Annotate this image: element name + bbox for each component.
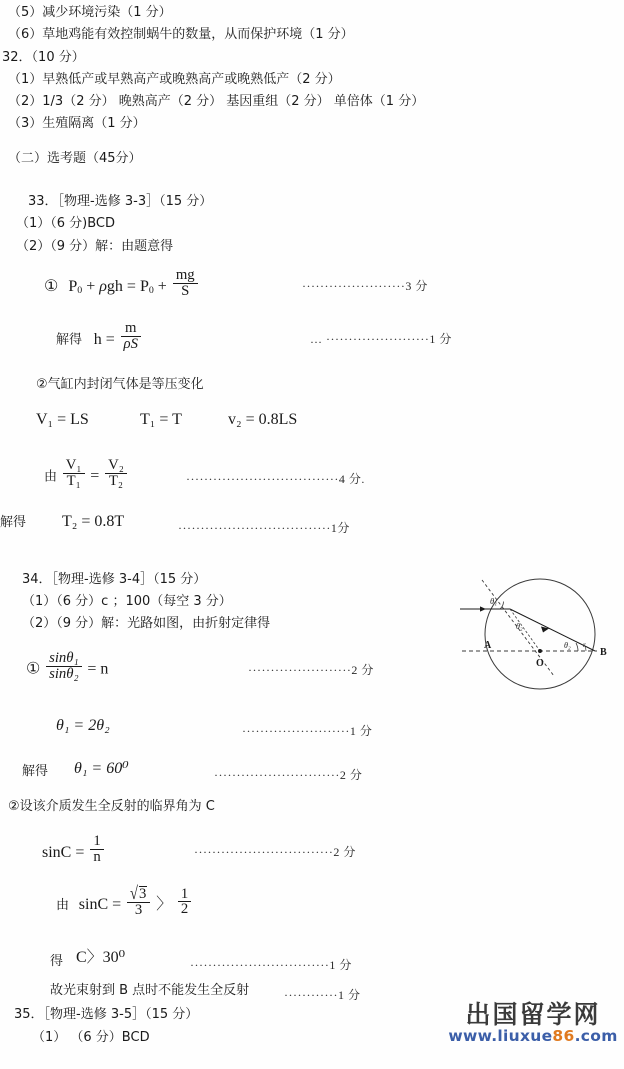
q34-conclusion: 故光束射到 B 点时不能发生全反射: [50, 983, 250, 998]
q33-eq2-leader-extra: …: [310, 332, 323, 346]
q34-eq5: [56, 883, 193, 921]
q32-item-3: （3）生殖隔离（1 分）: [8, 116, 146, 131]
theta2-label: θ₂: [564, 641, 571, 650]
q34-heading: 34．［物理-选修 3-4］（15 分）: [22, 572, 207, 587]
q34-eq5-fraction-right: [178, 887, 191, 917]
q33-eq4-leader: ··································1分: [178, 521, 350, 535]
theta1-label: θ₁: [490, 596, 498, 606]
q34-eq2-leader: ························1 分: [242, 724, 373, 738]
q34-eq5-den2: 2: [178, 901, 191, 917]
section-header-elective: （二）选考题（45分）: [8, 151, 142, 166]
q34-eq1-denominator: sinθ₂: [46, 666, 82, 682]
theta2-label-inner: θ₂: [516, 622, 523, 631]
q33-eq3-fraction-right: [105, 458, 127, 488]
q34-eq1-leader: ·······················2 分: [248, 663, 374, 677]
watermark-url-part3: .com: [574, 1027, 618, 1046]
q33-eq1-leader: ·······················3 分: [302, 279, 428, 293]
incident-ray-arrow: [480, 606, 486, 611]
center-point-dot: [538, 649, 542, 653]
q34-eq3-leader: ····························2 分: [214, 768, 363, 782]
q34-eq4: [42, 833, 106, 868]
q33-eq2-denominator: ρS: [121, 336, 141, 352]
watermark-url-part2: 86: [552, 1027, 575, 1046]
q34-eq1-marker: ①: [26, 660, 41, 678]
q33-eq3-den2: T₂: [105, 473, 127, 489]
q32-item-2: （2）1/3（2 分） 晚熟高产（2 分） 基因重组（2 分） 单倍体（1 分）: [8, 94, 425, 109]
q33-eq3-num2: V₂: [108, 457, 124, 473]
medium-circle: [485, 579, 595, 689]
q33-value-v1: V₁ = LS: [36, 411, 89, 428]
q33-eq3-equals: =: [90, 467, 100, 485]
q33-eq1-numerator: mg: [175, 267, 195, 283]
q34-eq5-fraction-left: [127, 883, 150, 918]
q34-eq1-score: 2 分: [351, 663, 374, 677]
center-o-label: O: [536, 658, 544, 669]
q34-conclusion-leader: ············1 分: [284, 988, 361, 1002]
watermark-url: [444, 1028, 622, 1045]
q33-eq1-marker: ①: [44, 277, 59, 295]
q33-eq2-leader: … ·······················1 分: [310, 332, 452, 346]
q33-value-t1: T₁ = T: [140, 411, 182, 428]
q33-eq2: 解得 h = $\frac{m}{\rho S}$: [56, 325, 143, 355]
q34-eq2-score: 1 分: [349, 724, 373, 738]
watermark-url-part1: www.liuxue: [448, 1027, 553, 1046]
q31-item-5: （5）减少环境污染（1 分）: [8, 5, 172, 20]
q34-eq6-score: 1 分: [329, 958, 352, 972]
q33-step2-note: ②气缸内封闭气体是等压变化: [36, 377, 204, 392]
q34-part1: （1）（6 分）c ；100（每空 3 分）: [22, 594, 232, 609]
q33-eq1-score: 3 分: [405, 279, 428, 293]
q34-eq3-body: θ₁ = 60⁰: [74, 760, 129, 777]
q33-eq1-fraction: [173, 268, 198, 298]
q33-part2: （2）（9 分）解：由题意得: [16, 239, 174, 254]
q33-eq4-score: 1分: [330, 521, 350, 535]
q34-eq6-leader: ·······························1 分: [190, 958, 352, 972]
q34-eq5-den1: 3: [127, 902, 150, 918]
watermark: [444, 1002, 622, 1066]
q34-part2: （2）（9 分）解：光路如图，由折射定律得: [22, 616, 271, 631]
q34-eq6-body: C〉30⁰: [76, 949, 126, 966]
q33-eq2-numerator: m: [125, 320, 137, 336]
q31-item-6: （6）草地鸡能有效控制蜗牛的数量，从而保护环境（1 分）: [8, 27, 354, 42]
q34-eq5-radicand: 3: [138, 886, 147, 902]
q34-eq1-numerator: sinθ₁: [49, 650, 79, 666]
q33-eq2-fraction: [121, 321, 141, 351]
q32-heading: 32．（10 分）: [2, 50, 85, 65]
q34-eq5-prefix: 由: [56, 898, 70, 914]
q33-heading: 33．［物理-选修 3-3］（15 分）: [28, 194, 213, 209]
q33-eq1: ① $P_0 + \rho gh = P_0$ + $\frac{mg}{S}$: [44, 272, 200, 302]
watermark-site-name: 出国留学网: [465, 1000, 601, 1029]
q34-eq4-denominator: n: [90, 849, 103, 865]
q33-eq3-den1: T₁: [63, 473, 85, 489]
q33-eq3-score: 4 分.: [338, 472, 365, 486]
q34-eq4-score: 2 分: [333, 845, 356, 859]
q34-conclusion-score: 1 分: [337, 988, 361, 1002]
q35-heading: 35．［物理-选修 3-5］（15 分）: [14, 1007, 199, 1022]
q32-item-1: （1）早熟低产或早熟高产或晚熟高产或晚熟低产（2 分）: [8, 72, 341, 87]
q33-eq3-fraction-left: [63, 458, 85, 488]
q34-eq3-score: 2 分: [339, 768, 363, 782]
q34-eq5-gt: 〉: [156, 896, 173, 914]
q34-eq6-prefix: 得: [50, 954, 64, 969]
optics-ray-diagram: [452, 566, 618, 698]
q34-eq4-lhs: sinC =: [42, 843, 85, 861]
q34-eq2-body: θ₁ = 2θ₂: [56, 717, 110, 734]
q33-eq1-denominator: S: [173, 283, 198, 299]
theta2-arc: [576, 643, 578, 651]
q35-part1: （1） （6 分）BCD: [32, 1030, 150, 1045]
point-a-label: A: [484, 640, 492, 651]
q34-eq5-lhs: sinC =: [78, 896, 122, 914]
q33-eq3-leader: ··································4 分.: [186, 472, 365, 486]
point-b-label: B: [600, 647, 607, 658]
q34-eq3-prefix: 解得: [22, 764, 49, 779]
q34-eq5-radical: √3: [129, 883, 147, 904]
q33-eq3: [44, 457, 129, 492]
q33-eq2-score: 1 分: [429, 332, 452, 346]
q34-eq1-rhs: = n: [87, 660, 109, 678]
optics-diagram-svg: [452, 566, 618, 698]
q34-eq4-fraction: [90, 834, 103, 864]
q34-eq4-numerator: 1: [93, 833, 101, 849]
q33-part1: （1）（6 分)BCD: [16, 216, 116, 231]
r-label: r: [583, 641, 586, 649]
radius-line: [510, 609, 540, 651]
q33-eq2-prefix: 解得: [56, 332, 83, 348]
q33-eq3-prefix: 由: [44, 469, 58, 485]
q33-eq3-num1: V₁: [65, 457, 82, 473]
q33-eq4-prefix: 解得: [0, 515, 27, 530]
q34-eq1-fraction: [46, 651, 82, 681]
q33-eq4-body: T₂ = 0.8T: [62, 513, 125, 530]
q33-value-v2: v₂ = 0.8LS: [228, 411, 298, 428]
q34-eq5-num2: 1: [180, 885, 189, 902]
q34-step2-note: ②设该介质发生全反射的临界角为 C: [8, 799, 215, 814]
q34-eq1: [26, 650, 109, 685]
q34-eq4-leader: ·······························2 分: [194, 845, 356, 859]
